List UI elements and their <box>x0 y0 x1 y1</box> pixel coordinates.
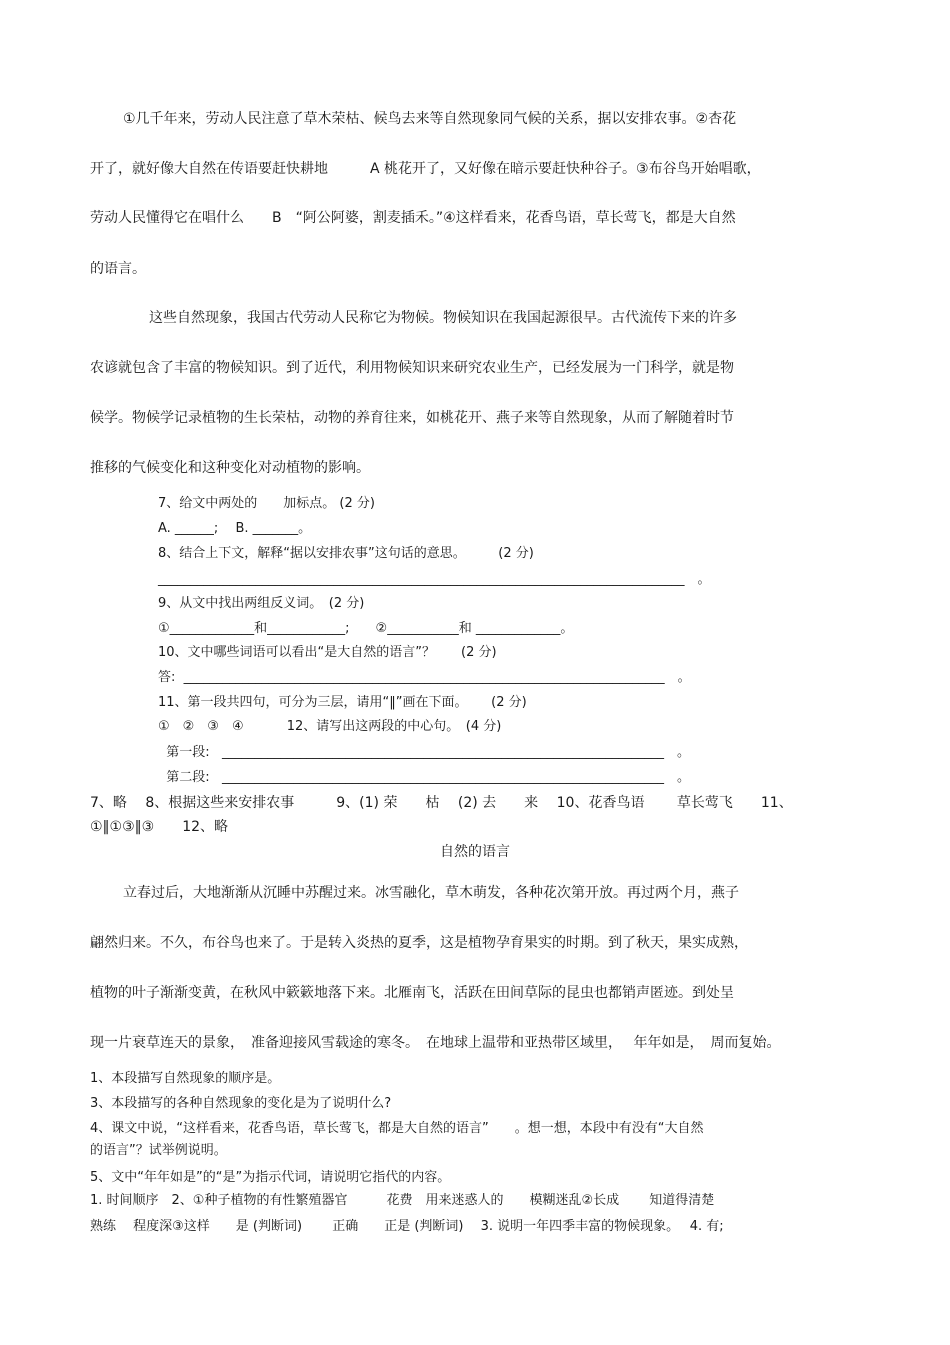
answers1-line-1: 7、略 8、根据这些来安排农事 9、(1) 荣 枯 (2) 去 来 10、花香鸟语 草长莺飞 11、 <box>90 795 793 811</box>
answers2-line-1: 1. 时间顺序 2、①种子植物的有性繁殖器官 花费 用来迷惑人的 模糊迷乱②长成 知道得清楚 <box>90 1193 715 1208</box>
question-9-blanks: ①_____________和____________; ②___________和 _____________。 <box>158 621 574 636</box>
answers2-line-2: 熟练 程度深③这样 是 (判断词) 正确 正是 (判断词) 3. 说明一年四季丰富的物候现象。 4. 有; <box>90 1219 724 1234</box>
passage2-line-4: 推移的气候变化和这种变化对动植物的影响。 <box>90 460 370 476</box>
passage1-line-4: 的语言。 <box>90 261 146 277</box>
passage2-line-1: 这些自然现象，我国古代劳动人民称它为物候。物候知识在我国起源很早。古代流传下来的许多 <box>149 310 737 326</box>
question-7: 7、给文中两处的 加标点。 (2 分) <box>158 496 375 511</box>
question-10-blank: 答: __________________________________________________________________________ 。 <box>158 670 691 685</box>
question2-3: 3、本段描写的各种自然现象的变化是为了说明什么? <box>90 1096 392 1111</box>
question2-4-cont: 的语言”？试举例说明。 <box>90 1143 227 1158</box>
passage3-line-4: 现一片衰草连天的景象， 准备迎接风雪载途的寒冬。 在地球上温带和亚热带区域里， 年年如是， 周而复始。 <box>90 1035 781 1051</box>
question2-4: 4、课文中说，“这样看来，花香鸟语，草长莺飞，都是大自然的语言” 。想一想，本段中有没有“大自然 <box>90 1121 704 1136</box>
passage1-line-1: ①几千年来，劳动人民注意了草木荣枯、候鸟去来等自然现象同气候的关系，据以安排农事。②杏花 <box>123 111 737 127</box>
passage2-line-3: 候学。物候学记录植物的生长荣枯，动物的养育往来，如桃花开、燕子来等自然现象，从而了解随着时节 <box>90 410 734 426</box>
question-9: 9、从文中找出两组反义词。 (2 分) <box>158 596 365 611</box>
question-11-12: ① ② ③ ④ 12、请写出这两段的中心句。 (4 分) <box>158 719 502 734</box>
question-11: 11、第一段共四句，可分为三层，请用“‖”画在下面。 (2 分) <box>158 695 527 710</box>
passage3-line-2: 翩然归来。不久，布谷鸟也来了。于是转入炎热的夏季，这是植物孕育果实的时期。到了秋天，果实成熟， <box>90 935 748 951</box>
passage3-line-1: 立春过后，大地渐渐从沉睡中苏醒过来。冰雪融化，草木萌发，各种花次第开放。再过两个月，燕子 <box>123 885 739 901</box>
passage1-line-2: 开了，就好像大自然在传语要赶快耕地 A 桃花开了，又好像在暗示要赶快种谷子。③布谷鸟开始唱歌， <box>90 161 761 177</box>
question2-5: 5、文中“年年如是”的“是”为指示代词，请说明它指代的内容。 <box>90 1170 451 1185</box>
section-title: 自然的语言 <box>440 844 510 860</box>
question-12-para1: 第一段: ____________________________________________________________________ 。 <box>158 745 691 760</box>
question-12-para2: 第二段: ____________________________________________________________________ 。 <box>158 770 691 785</box>
question-8-blank: _________________________________________________________________________________ 。 <box>158 572 711 587</box>
passage1-line-3: 劳动人民懂得它在唱什么 B “阿公阿婆，割麦插禾。”④这样看来，花香鸟语，草长莺飞，都是大自然 <box>90 210 736 226</box>
question-7-blanks: A. ______; B. _______。 <box>158 521 312 536</box>
question2-1: 1、本段描写自然现象的顺序是。 <box>90 1071 281 1086</box>
passage2-line-2: 农谚就包含了丰富的物候知识。到了近代，利用物候知识来研究农业生产，已经发展为一门科学，就是物 <box>90 360 734 376</box>
answers1-line-2: ①‖①③‖③ 12、略 <box>90 819 229 835</box>
question-8: 8、结合上下文，解释“据以安排农事”这句话的意思。 (2 分) <box>158 546 534 561</box>
question-10: 10、文中哪些词语可以看出“是大自然的语言”？ (2 分) <box>158 645 497 660</box>
passage3-line-3: 植物的叶子渐渐变黄，在秋风中簌簌地落下来。北雁南飞，活跃在田间草际的昆虫也都销声匿迹。到处呈 <box>90 985 734 1001</box>
